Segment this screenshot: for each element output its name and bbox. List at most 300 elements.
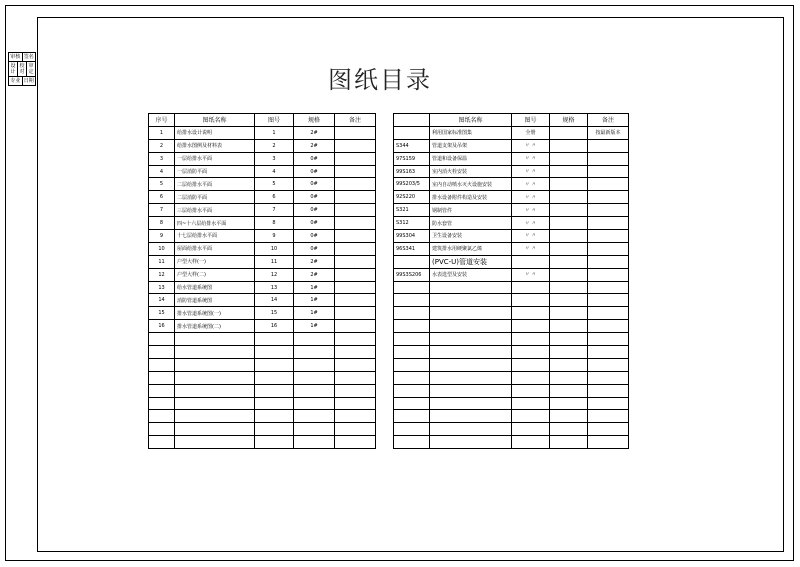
table-cell: 1# bbox=[294, 294, 335, 307]
table-cell bbox=[550, 268, 588, 281]
table-cell bbox=[588, 230, 629, 243]
table-row bbox=[394, 410, 629, 423]
table-cell bbox=[550, 410, 588, 423]
table-cell bbox=[550, 204, 588, 217]
table-cell bbox=[255, 346, 294, 359]
table-cell bbox=[294, 436, 335, 449]
table-cell: 一层消防平面 bbox=[175, 165, 255, 178]
table-cell: 96S341 bbox=[394, 242, 430, 255]
table-cell: 屋面给排水平面 bbox=[175, 242, 255, 255]
drawing-list-table bbox=[148, 113, 376, 449]
table-cell bbox=[550, 436, 588, 449]
table-cell bbox=[430, 371, 512, 384]
table-cell bbox=[149, 423, 175, 436]
table-cell: 0# bbox=[294, 152, 335, 165]
table-cell bbox=[394, 410, 430, 423]
table-cell: 4 bbox=[255, 165, 294, 178]
table-cell: 〃 〃 bbox=[512, 191, 550, 204]
table-cell: 13 bbox=[255, 281, 294, 294]
table-cell: 10 bbox=[255, 242, 294, 255]
table-cell: 1# bbox=[294, 320, 335, 333]
table-cell bbox=[588, 371, 629, 384]
table-cell bbox=[512, 320, 550, 333]
table-row bbox=[149, 204, 376, 217]
table-cell: 2# bbox=[294, 255, 335, 268]
table-cell: 6 bbox=[149, 191, 175, 204]
table-cell: S312 bbox=[394, 217, 430, 230]
table-cell bbox=[335, 436, 376, 449]
table-cell bbox=[294, 358, 335, 371]
table-cell: 0# bbox=[294, 165, 335, 178]
table-row bbox=[394, 178, 629, 191]
table-cell bbox=[588, 204, 629, 217]
table-cell: 92S220 bbox=[394, 191, 430, 204]
table-cell: 排水管道系统图(一) bbox=[175, 307, 255, 320]
table-cell bbox=[255, 358, 294, 371]
table-cell bbox=[430, 436, 512, 449]
table-row bbox=[394, 333, 629, 346]
table-cell bbox=[512, 307, 550, 320]
table-cell bbox=[175, 384, 255, 397]
table-cell bbox=[550, 126, 588, 139]
table-cell bbox=[149, 333, 175, 346]
table-cell bbox=[149, 358, 175, 371]
table-cell bbox=[550, 358, 588, 371]
table-cell bbox=[588, 178, 629, 191]
table-cell: 3 bbox=[149, 152, 175, 165]
table-cell bbox=[335, 397, 376, 410]
table-cell bbox=[175, 358, 255, 371]
table-cell bbox=[550, 423, 588, 436]
table-cell: 给排水图例及材料表 bbox=[175, 139, 255, 152]
table-cell bbox=[255, 410, 294, 423]
table-cell bbox=[512, 281, 550, 294]
table-row bbox=[394, 281, 629, 294]
table-cell: 全册 bbox=[512, 126, 550, 139]
table-cell bbox=[550, 191, 588, 204]
table-cell: 13 bbox=[149, 281, 175, 294]
table-cell bbox=[588, 423, 629, 436]
table-cell bbox=[335, 178, 376, 191]
table-cell: 室内自动喷水灭火设施安装 bbox=[430, 178, 512, 191]
table-cell bbox=[294, 371, 335, 384]
table-cell bbox=[335, 384, 376, 397]
table-cell bbox=[588, 268, 629, 281]
table-cell: (PVC-U)管道安装 bbox=[430, 255, 512, 268]
stamp-cell: 签名 bbox=[23, 54, 34, 60]
table-cell bbox=[335, 152, 376, 165]
table-cell bbox=[335, 423, 376, 436]
table-cell bbox=[588, 242, 629, 255]
table-cell bbox=[430, 397, 512, 410]
table-row bbox=[149, 307, 376, 320]
table-cell: 三层给排水平面 bbox=[175, 204, 255, 217]
table-row bbox=[394, 397, 629, 410]
table-cell bbox=[550, 230, 588, 243]
stamp-cell: 校对 bbox=[18, 62, 27, 76]
table-row bbox=[394, 320, 629, 333]
table-cell: 钢制管件 bbox=[430, 204, 512, 217]
table-cell bbox=[550, 255, 588, 268]
table-cell bbox=[335, 307, 376, 320]
table-cell bbox=[588, 307, 629, 320]
header-figure-no: 图号 bbox=[512, 114, 550, 127]
table-cell: 2# bbox=[294, 268, 335, 281]
table-cell: 一层给排水平面 bbox=[175, 152, 255, 165]
table-header-row bbox=[149, 114, 376, 127]
table-cell bbox=[512, 397, 550, 410]
table-cell: 2# bbox=[294, 126, 335, 139]
table-row bbox=[149, 320, 376, 333]
stamp-cell: 日期 bbox=[23, 78, 34, 84]
table-row bbox=[149, 178, 376, 191]
table-cell bbox=[550, 217, 588, 230]
table-cell bbox=[394, 255, 430, 268]
table-cell bbox=[550, 371, 588, 384]
table-cell bbox=[335, 371, 376, 384]
table-cell bbox=[175, 397, 255, 410]
table-cell: 给水管道系统图 bbox=[175, 281, 255, 294]
table-cell bbox=[255, 371, 294, 384]
table-cell bbox=[335, 281, 376, 294]
table-cell: 0# bbox=[294, 191, 335, 204]
table-cell bbox=[294, 423, 335, 436]
table-row bbox=[394, 152, 629, 165]
table-cell bbox=[588, 191, 629, 204]
table-cell bbox=[430, 346, 512, 359]
table-row bbox=[394, 165, 629, 178]
table-cell: 防水套管 bbox=[430, 217, 512, 230]
table-cell bbox=[550, 139, 588, 152]
table-row bbox=[149, 436, 376, 449]
table-cell bbox=[175, 371, 255, 384]
table-cell bbox=[394, 423, 430, 436]
table-cell bbox=[149, 436, 175, 449]
table-cell: 十七层给排水平面 bbox=[175, 230, 255, 243]
table-row bbox=[394, 217, 629, 230]
table-cell: 7 bbox=[255, 204, 294, 217]
table-cell: 消防管道系统图 bbox=[175, 294, 255, 307]
table-row bbox=[149, 217, 376, 230]
table-cell bbox=[550, 384, 588, 397]
table-cell bbox=[588, 281, 629, 294]
table-cell bbox=[512, 255, 550, 268]
table-cell: 9 bbox=[149, 230, 175, 243]
table-cell: 〃 〃 bbox=[512, 139, 550, 152]
table-cell: 15 bbox=[255, 307, 294, 320]
table-cell: 卫生设备安装 bbox=[430, 230, 512, 243]
table-cell bbox=[430, 281, 512, 294]
table-cell bbox=[430, 384, 512, 397]
table-row bbox=[149, 410, 376, 423]
header-figure-no: 图号 bbox=[255, 114, 294, 127]
table-cell: 0# bbox=[294, 204, 335, 217]
table-row bbox=[149, 397, 376, 410]
table-cell bbox=[335, 126, 376, 139]
table-cell: 二层给排水平面 bbox=[175, 178, 255, 191]
table-row bbox=[394, 268, 629, 281]
table-cell bbox=[430, 294, 512, 307]
table-cell bbox=[512, 346, 550, 359]
stamp-cell: 专业 bbox=[9, 77, 23, 85]
table-cell bbox=[394, 384, 430, 397]
header-code bbox=[394, 114, 430, 127]
table-row bbox=[394, 423, 629, 436]
table-cell: 1 bbox=[149, 126, 175, 139]
table-cell: 〃 〃 bbox=[512, 152, 550, 165]
table-cell bbox=[335, 346, 376, 359]
table-row bbox=[149, 165, 376, 178]
table-cell bbox=[430, 320, 512, 333]
table-row bbox=[394, 436, 629, 449]
table-row bbox=[149, 384, 376, 397]
table-row bbox=[394, 242, 629, 255]
table-cell bbox=[255, 423, 294, 436]
table-cell: 99S3S206 bbox=[394, 268, 430, 281]
table-cell bbox=[294, 397, 335, 410]
table-cell: 户型大样(一) bbox=[175, 255, 255, 268]
table-row bbox=[149, 371, 376, 384]
table-cell: 2 bbox=[149, 139, 175, 152]
header-name: 图纸名称 bbox=[175, 114, 255, 127]
table-cell bbox=[550, 307, 588, 320]
table-cell bbox=[335, 139, 376, 152]
table-cell bbox=[335, 242, 376, 255]
table-cell bbox=[335, 191, 376, 204]
table-cell bbox=[550, 320, 588, 333]
table-cell: 〃 〃 bbox=[512, 217, 550, 230]
table-cell bbox=[149, 371, 175, 384]
table-cell bbox=[335, 294, 376, 307]
table-cell bbox=[550, 346, 588, 359]
table-cell: 14 bbox=[255, 294, 294, 307]
header-spec: 规格 bbox=[294, 114, 335, 127]
stamp-cell: 审核 bbox=[9, 53, 23, 61]
table-cell bbox=[588, 358, 629, 371]
table-cell bbox=[512, 333, 550, 346]
table-cell bbox=[588, 346, 629, 359]
table-row bbox=[394, 294, 629, 307]
table-row bbox=[394, 191, 629, 204]
table-cell bbox=[512, 436, 550, 449]
table-cell bbox=[588, 410, 629, 423]
table-cell: 〃 〃 bbox=[512, 178, 550, 191]
table-cell: 0# bbox=[294, 242, 335, 255]
table-cell bbox=[430, 307, 512, 320]
table-row bbox=[149, 242, 376, 255]
table-cell: 室内消火栓安装 bbox=[430, 165, 512, 178]
table-cell: 〃 〃 bbox=[512, 242, 550, 255]
header-remarks: 备注 bbox=[335, 114, 376, 127]
table-cell bbox=[255, 384, 294, 397]
table-cell bbox=[550, 294, 588, 307]
table-cell bbox=[588, 436, 629, 449]
table-cell: 11 bbox=[255, 255, 294, 268]
table-cell bbox=[335, 320, 376, 333]
table-cell: 12 bbox=[255, 268, 294, 281]
table-cell: 99S304 bbox=[394, 230, 430, 243]
table-cell bbox=[294, 333, 335, 346]
table-cell bbox=[512, 410, 550, 423]
table-row bbox=[394, 307, 629, 320]
table-cell bbox=[335, 217, 376, 230]
header-number: 序号 bbox=[149, 114, 175, 127]
table-cell bbox=[588, 333, 629, 346]
table-cell bbox=[335, 165, 376, 178]
table-cell: 8 bbox=[149, 217, 175, 230]
table-cell: 2# bbox=[294, 139, 335, 152]
table-row bbox=[149, 294, 376, 307]
table-row bbox=[149, 255, 376, 268]
table-cell: 5 bbox=[149, 178, 175, 191]
table-cell: 5 bbox=[255, 178, 294, 191]
table-cell: 管道和设备保温 bbox=[430, 152, 512, 165]
table-cell bbox=[550, 165, 588, 178]
table-cell: S321 bbox=[394, 204, 430, 217]
table-row bbox=[394, 346, 629, 359]
table-row bbox=[394, 230, 629, 243]
table-cell bbox=[550, 242, 588, 255]
table-cell bbox=[512, 423, 550, 436]
stamp-row bbox=[9, 77, 35, 85]
table-cell: 8 bbox=[255, 217, 294, 230]
table-cell bbox=[394, 358, 430, 371]
standard-atlas-table bbox=[393, 113, 629, 449]
table-cell bbox=[394, 126, 430, 139]
page-title: 图纸目录 bbox=[328, 66, 432, 94]
stamp-cell: 设计 bbox=[9, 62, 18, 76]
table-cell bbox=[550, 152, 588, 165]
table-cell bbox=[394, 307, 430, 320]
table-cell bbox=[335, 358, 376, 371]
table-cell: 10 bbox=[149, 242, 175, 255]
table-cell: S344 bbox=[394, 139, 430, 152]
table-cell: 水表选型及安装 bbox=[430, 268, 512, 281]
table-row bbox=[149, 333, 376, 346]
table-cell bbox=[335, 230, 376, 243]
table-row bbox=[149, 268, 376, 281]
table-cell bbox=[588, 255, 629, 268]
table-cell bbox=[588, 397, 629, 410]
table-cell bbox=[430, 358, 512, 371]
table-cell: 16 bbox=[255, 320, 294, 333]
table-cell bbox=[294, 346, 335, 359]
table-cell bbox=[294, 384, 335, 397]
table-cell: 排水管道系统图(二) bbox=[175, 320, 255, 333]
table-cell bbox=[394, 333, 430, 346]
table-cell bbox=[394, 320, 430, 333]
table-cell bbox=[512, 294, 550, 307]
approval-stamp bbox=[8, 52, 36, 86]
table-cell: 4 bbox=[149, 165, 175, 178]
table-cell bbox=[175, 410, 255, 423]
table-cell bbox=[175, 346, 255, 359]
table-cell bbox=[588, 384, 629, 397]
table-row bbox=[149, 230, 376, 243]
table-cell bbox=[255, 397, 294, 410]
table-cell: 按最新版本 bbox=[588, 126, 629, 139]
table-cell: 1 bbox=[255, 126, 294, 139]
table-cell bbox=[394, 371, 430, 384]
table-cell bbox=[588, 320, 629, 333]
table-row bbox=[149, 139, 376, 152]
table-cell: 〃 〃 bbox=[512, 204, 550, 217]
table-cell bbox=[394, 346, 430, 359]
table-row bbox=[394, 139, 629, 152]
table-cell: 管道支架及吊架 bbox=[430, 139, 512, 152]
table-cell bbox=[394, 281, 430, 294]
table-row bbox=[149, 358, 376, 371]
table-row bbox=[149, 152, 376, 165]
table-cell bbox=[588, 139, 629, 152]
table-cell bbox=[149, 397, 175, 410]
table-row bbox=[149, 281, 376, 294]
table-cell bbox=[175, 423, 255, 436]
table-cell: 建筑排水用硬聚氯乙烯 bbox=[430, 242, 512, 255]
table-row bbox=[149, 191, 376, 204]
table-cell bbox=[430, 333, 512, 346]
stamp-row bbox=[9, 53, 35, 62]
table-row bbox=[394, 204, 629, 217]
table-cell bbox=[175, 333, 255, 346]
table-cell: 3 bbox=[255, 152, 294, 165]
table-cell: 二层消防平面 bbox=[175, 191, 255, 204]
table-cell bbox=[430, 410, 512, 423]
table-cell: 99S203/5 bbox=[394, 178, 430, 191]
table-cell bbox=[512, 358, 550, 371]
table-cell: 给排水设计说明 bbox=[175, 126, 255, 139]
table-cell bbox=[430, 423, 512, 436]
table-cell: 97S159 bbox=[394, 152, 430, 165]
table-cell bbox=[149, 346, 175, 359]
stamp-cell: 审定 bbox=[28, 63, 34, 75]
table-cell bbox=[335, 333, 376, 346]
table-cell bbox=[550, 333, 588, 346]
table-cell bbox=[294, 410, 335, 423]
table-cell bbox=[335, 204, 376, 217]
table-cell bbox=[550, 178, 588, 191]
table-cell: 9 bbox=[255, 230, 294, 243]
table-cell: 0# bbox=[294, 178, 335, 191]
header-name: 图纸名称 bbox=[430, 114, 512, 127]
table-cell bbox=[588, 217, 629, 230]
table-cell: 1# bbox=[294, 281, 335, 294]
table-row bbox=[149, 126, 376, 139]
table-cell: 〃 〃 bbox=[512, 165, 550, 178]
table-row bbox=[149, 423, 376, 436]
table-cell: 14 bbox=[149, 294, 175, 307]
table-cell bbox=[550, 397, 588, 410]
table-cell bbox=[335, 268, 376, 281]
table-header-row bbox=[394, 114, 629, 127]
table-cell: 〃 〃 bbox=[512, 268, 550, 281]
table-cell: 99S163 bbox=[394, 165, 430, 178]
table-row bbox=[394, 126, 629, 139]
table-row bbox=[149, 346, 376, 359]
table-cell bbox=[255, 436, 294, 449]
table-cell bbox=[588, 165, 629, 178]
table-cell: 〃 〃 bbox=[512, 230, 550, 243]
table-cell: 户型大样(二) bbox=[175, 268, 255, 281]
table-row bbox=[394, 371, 629, 384]
table-cell: 11 bbox=[149, 255, 175, 268]
table-cell: 2 bbox=[255, 139, 294, 152]
table-cell bbox=[335, 410, 376, 423]
table-cell bbox=[394, 436, 430, 449]
table-cell bbox=[588, 294, 629, 307]
table-cell: 6 bbox=[255, 191, 294, 204]
table-cell: 四~十六层给排水平面 bbox=[175, 217, 255, 230]
